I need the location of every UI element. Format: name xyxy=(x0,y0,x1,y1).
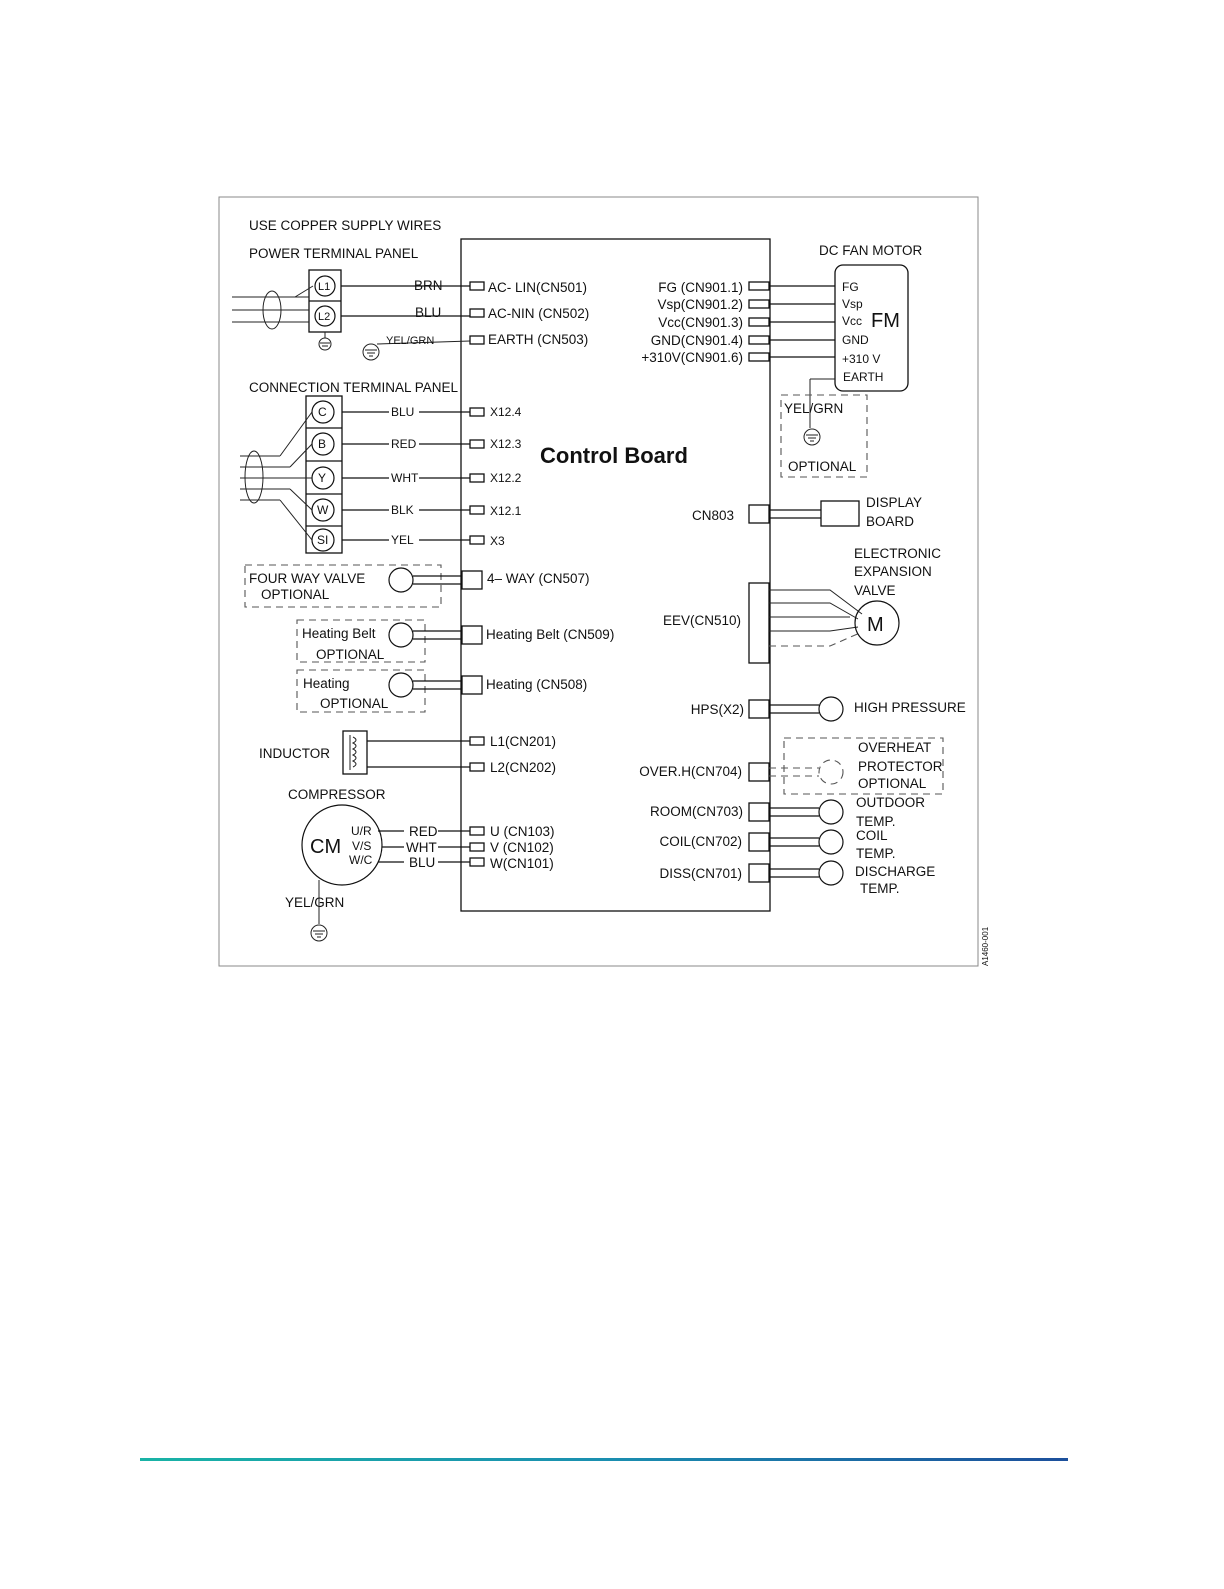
terminal-y: Y xyxy=(318,471,327,485)
port-diss: DISS(CN701) xyxy=(659,866,742,881)
control-board-title: Control Board xyxy=(540,443,688,468)
port-room: ROOM(CN703) xyxy=(649,804,743,819)
port-ac-nin: AC-NIN (CN502) xyxy=(488,306,590,321)
port-u: U (CN103) xyxy=(490,824,555,839)
winding-u: U/R xyxy=(351,824,372,838)
eev-label-3: VALVE xyxy=(854,583,896,598)
drawing-id: A1460-001 xyxy=(981,926,990,966)
port-v: V (CN102) xyxy=(490,840,554,855)
four-way-valve-coil-icon xyxy=(389,568,413,592)
port-vcc: Vcc(CN901.3) xyxy=(658,315,743,330)
discharge-temp-label-2: TEMP. xyxy=(860,881,900,896)
coil-temp-label-1: COIL xyxy=(856,828,888,843)
port-gnd: GND(CN901.4) xyxy=(650,333,743,348)
outdoor-temp-label-1: OUTDOOR xyxy=(856,795,925,810)
eev-label-1: ELECTRONIC xyxy=(854,546,942,561)
fan-lead-vcc: Vcc xyxy=(842,314,863,328)
pin-x3: X3 xyxy=(490,534,505,548)
overheat-label-1: OVERHEAT xyxy=(858,740,932,755)
coil-temp-sensor-icon xyxy=(819,830,843,854)
compressor-ground-label: YEL/GRN xyxy=(285,895,345,910)
discharge-temp-label-1: DISCHARGE xyxy=(855,864,936,879)
eev-connector xyxy=(749,583,769,663)
high-pressure-switch-icon xyxy=(819,697,843,721)
fan-lead-gnd: GND xyxy=(842,333,869,347)
pin-x12-4: X12.4 xyxy=(490,405,522,419)
heating-label: Heating xyxy=(303,676,350,691)
fan-ground-icon xyxy=(804,429,820,445)
port-w: W(CN101) xyxy=(490,856,554,871)
port-heating-belt: Heating Belt (CN509) xyxy=(486,627,615,642)
four-way-valve-optional: OPTIONAL xyxy=(261,587,330,602)
terminal-l1-label: L1 xyxy=(318,281,331,293)
coil-temp-label-2: TEMP. xyxy=(856,846,896,861)
fan-motor-symbol: FM xyxy=(871,310,900,332)
connection-panel-title: CONNECTION TERMINAL PANEL xyxy=(249,380,459,395)
fan-earth-optional: OPTIONAL xyxy=(788,459,857,474)
fan-earth-label: YEL/GRN xyxy=(784,401,844,416)
fan-lead-earth: EARTH xyxy=(843,370,884,384)
port-310v: +310V(CN901.6) xyxy=(641,350,743,365)
compressor-title: COMPRESSOR xyxy=(288,787,386,802)
heating-belt-label: Heating Belt xyxy=(302,626,376,641)
header-note: USE COPPER SUPPLY WIRES xyxy=(249,218,442,233)
wire-label-y: WHT xyxy=(391,471,419,485)
winding-w: W/C xyxy=(349,853,373,867)
outdoor-temp-sensor-icon xyxy=(819,800,843,824)
display-board-icon xyxy=(821,501,859,526)
earth-ground-icon xyxy=(363,344,379,360)
port-l1-inductor: L1(CN201) xyxy=(490,734,557,749)
port-earth: EARTH (CN503) xyxy=(488,332,589,347)
high-pressure-label: HIGH PRESSURE xyxy=(854,700,966,715)
terminal-w: W xyxy=(317,503,329,517)
heating-belt-optional: OPTIONAL xyxy=(316,647,385,662)
winding-v: V/S xyxy=(352,839,372,853)
compressor-ground-icon xyxy=(311,925,327,941)
overheat-label-3: OPTIONAL xyxy=(858,776,927,791)
port-overh: OVER.H(CN704) xyxy=(639,764,742,779)
terminal-b: B xyxy=(318,437,327,451)
wire-label-c: BLU xyxy=(391,405,415,419)
port-ac-lin: AC- LIN(CN501) xyxy=(488,280,588,295)
compressor-symbol: CM xyxy=(310,836,342,858)
compressor-wire-blu: BLU xyxy=(409,855,436,870)
inductor-label: INDUCTOR xyxy=(259,746,331,761)
pin-x12-3: X12.3 xyxy=(490,437,522,451)
fan-lead-310v: +310 V xyxy=(842,352,881,366)
earth-wire-label: YEL/GRN xyxy=(386,335,435,347)
port-vsp: Vsp(CN901.2) xyxy=(657,297,743,312)
compressor-wire-red: RED xyxy=(409,824,438,839)
terminal-si: SI xyxy=(317,533,329,547)
power-panel-ground-icon xyxy=(319,338,331,350)
port-four-way: 4– WAY (CN507) xyxy=(487,571,590,586)
wire-label-w: BLK xyxy=(391,503,414,517)
port-eev: EEV(CN510) xyxy=(662,613,741,628)
port-heating: Heating (CN508) xyxy=(486,677,588,692)
display-board-label: DISPLAY xyxy=(866,495,923,510)
heating-icon xyxy=(389,673,413,697)
pin-x12-2: X12.2 xyxy=(490,471,522,485)
discharge-temp-sensor-icon xyxy=(819,861,843,885)
port-fg: FG (CN901.1) xyxy=(658,280,743,295)
overheat-protector-icon xyxy=(819,760,843,784)
inductor-icon xyxy=(343,731,367,774)
port-coil: COIL(CN702) xyxy=(659,834,742,849)
overheat-label-2: PROTECTOR xyxy=(858,759,943,774)
pin-x12-1: X12.1 xyxy=(490,504,522,518)
fan-motor-title: DC FAN MOTOR xyxy=(819,243,923,258)
display-board-label-2: BOARD xyxy=(866,514,915,529)
compressor-wire-wht: WHT xyxy=(406,840,437,855)
terminal-c: C xyxy=(318,405,327,419)
heating-belt-icon xyxy=(389,623,413,647)
outdoor-temp-label-2: TEMP. xyxy=(856,814,896,829)
heating-optional: OPTIONAL xyxy=(320,696,389,711)
wire-label-si: YEL xyxy=(391,533,414,547)
footer-rule xyxy=(140,1458,1068,1461)
port-cn803: CN803 xyxy=(691,508,734,523)
port-hps: HPS(X2) xyxy=(690,702,744,717)
eev-label-2: EXPANSION xyxy=(854,564,932,579)
four-way-valve-label: FOUR WAY VALVE xyxy=(249,571,366,586)
wire-brn-label: BRN xyxy=(414,278,443,293)
fan-lead-fg: FG xyxy=(842,280,859,294)
fan-lead-vsp: Vsp xyxy=(842,297,863,311)
power-panel-title: POWER TERMINAL PANEL xyxy=(249,246,419,261)
eev-motor-symbol: M xyxy=(867,614,884,636)
port-l2-inductor: L2(CN202) xyxy=(490,760,557,775)
wire-label-b: RED xyxy=(391,437,417,451)
terminal-l2-label: L2 xyxy=(318,311,331,323)
wire-blu-label: BLU xyxy=(415,305,442,320)
